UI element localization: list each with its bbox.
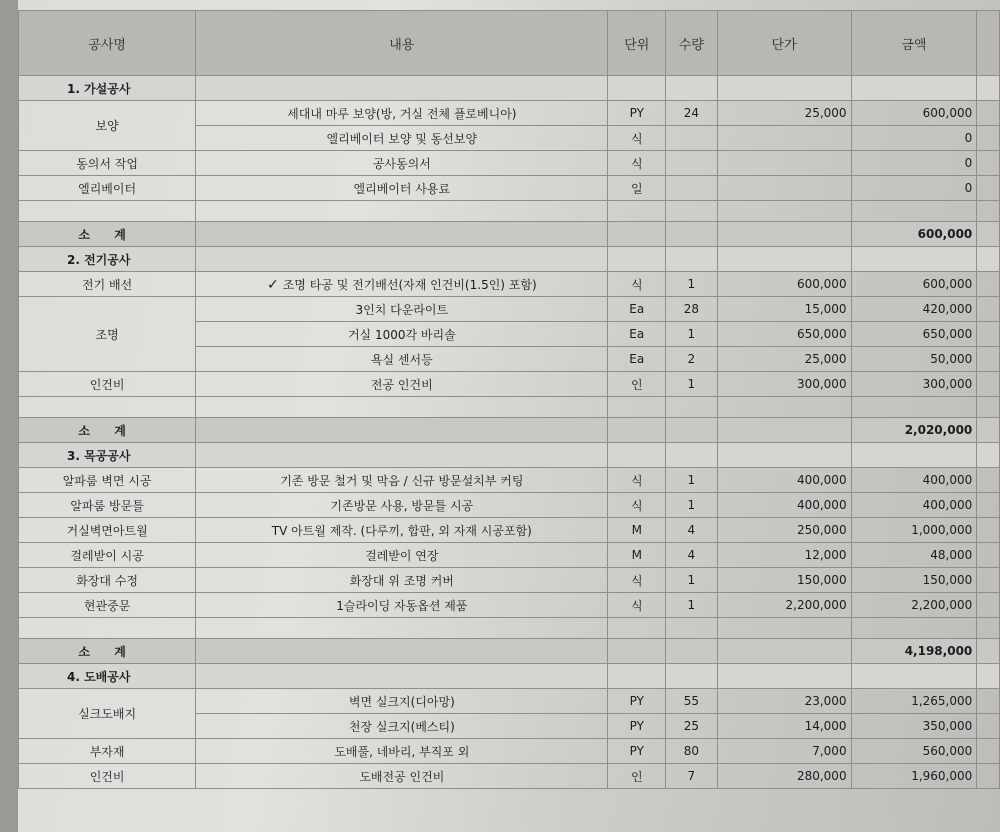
- item-desc: 걸레받이 연장: [196, 543, 608, 568]
- item-amount: 0: [851, 176, 977, 201]
- item-unit: Ea: [608, 322, 666, 347]
- item-amount: 300,000: [851, 372, 977, 397]
- item-name: 거실벽면아트월: [19, 518, 196, 543]
- item-unit: PY: [608, 101, 666, 126]
- subtotal-row: [19, 418, 1000, 443]
- header-extra: [977, 11, 1000, 76]
- item-amount: 50,000: [851, 347, 977, 372]
- table-row: [19, 593, 1000, 618]
- section-title: 1. 가설공사: [19, 76, 196, 101]
- item-unit: PY: [608, 739, 666, 764]
- item-unit: M: [608, 543, 666, 568]
- subtotal-row: [19, 639, 1000, 664]
- item-desc: 세대내 마루 보양(방, 거실 전체 플로베니아): [196, 101, 608, 126]
- item-price: 2,200,000: [717, 593, 851, 618]
- item-unit: 식: [608, 593, 666, 618]
- item-desc: 전공 인건비: [196, 372, 608, 397]
- table-row: [19, 764, 1000, 789]
- section-title: 2. 전기공사: [19, 247, 196, 272]
- item-name: 조명: [19, 297, 196, 372]
- item-unit: PY: [608, 689, 666, 714]
- item-unit: 식: [608, 468, 666, 493]
- item-price: 7,000: [717, 739, 851, 764]
- item-desc: 기존 방문 철거 및 막음 / 신규 방문설치부 커팅: [196, 468, 608, 493]
- item-name: 알파룸 방문틀: [19, 493, 196, 518]
- item-amount: 0: [851, 126, 977, 151]
- section-title: 4. 도배공사: [19, 664, 196, 689]
- item-qty: 1: [666, 272, 718, 297]
- item-unit: 인: [608, 764, 666, 789]
- section-header-row: [19, 247, 1000, 272]
- section-header-row: [19, 664, 1000, 689]
- item-name: 전기 배선: [19, 272, 196, 297]
- item-amount: 0: [851, 151, 977, 176]
- subtotal-row: [19, 222, 1000, 247]
- item-unit: 식: [608, 568, 666, 593]
- subtotal-amount: 600,000: [851, 222, 977, 247]
- table-row: [19, 151, 1000, 176]
- table-row: [19, 518, 1000, 543]
- item-name: 부자재: [19, 739, 196, 764]
- blank-row: [19, 397, 1000, 418]
- item-name: 현관중문: [19, 593, 196, 618]
- item-qty: [666, 126, 718, 151]
- table-row: [19, 543, 1000, 568]
- table-row: [19, 493, 1000, 518]
- page-edge: [0, 0, 18, 832]
- header-desc: 내용: [196, 11, 608, 76]
- item-price: [717, 176, 851, 201]
- item-amount: 600,000: [851, 101, 977, 126]
- item-amount: 150,000: [851, 568, 977, 593]
- item-qty: 24: [666, 101, 718, 126]
- item-amount: 48,000: [851, 543, 977, 568]
- item-amount: 600,000: [851, 272, 977, 297]
- table-row: [19, 568, 1000, 593]
- table-row: [19, 468, 1000, 493]
- item-name: 실크도배지: [19, 689, 196, 739]
- table-row: [19, 272, 1000, 297]
- item-price: 280,000: [717, 764, 851, 789]
- item-qty: 80: [666, 739, 718, 764]
- item-name: 동의서 작업: [19, 151, 196, 176]
- table-row: [19, 372, 1000, 397]
- item-desc: 공사동의서: [196, 151, 608, 176]
- item-price: 12,000: [717, 543, 851, 568]
- item-desc: 벽면 실크지(디아망): [196, 689, 608, 714]
- table-header-row: [19, 11, 1000, 76]
- item-desc: 도배풀, 네바리, 부직포 외: [196, 739, 608, 764]
- item-desc: TV 아트월 제작. (다루끼, 합판, 외 자재 시공포함): [196, 518, 608, 543]
- item-amount: 350,000: [851, 714, 977, 739]
- item-desc: 기존방문 사용, 방문틀 시공: [196, 493, 608, 518]
- item-amount: 1,265,000: [851, 689, 977, 714]
- item-desc: 거실 1000각 바리솔: [196, 322, 608, 347]
- item-qty: 4: [666, 543, 718, 568]
- item-desc: 도배전공 인건비: [196, 764, 608, 789]
- item-qty: 55: [666, 689, 718, 714]
- item-desc: 엘리베이터 보양 및 동선보양: [196, 126, 608, 151]
- item-amount: 400,000: [851, 493, 977, 518]
- item-price: 150,000: [717, 568, 851, 593]
- item-amount: 420,000: [851, 297, 977, 322]
- table-row: [19, 176, 1000, 201]
- table-row: [19, 101, 1000, 126]
- section-header-row: [19, 443, 1000, 468]
- item-desc: 3인치 다운라이트: [196, 297, 608, 322]
- item-qty: 7: [666, 764, 718, 789]
- item-unit: 식: [608, 126, 666, 151]
- item-amount: 560,000: [851, 739, 977, 764]
- item-price: 300,000: [717, 372, 851, 397]
- item-qty: 1: [666, 468, 718, 493]
- item-qty: 1: [666, 322, 718, 347]
- item-qty: 2: [666, 347, 718, 372]
- item-amount: 650,000: [851, 322, 977, 347]
- section-header-row: [19, 76, 1000, 101]
- subtotal-label: 소 계: [19, 418, 196, 443]
- item-unit: Ea: [608, 297, 666, 322]
- item-amount: 1,000,000: [851, 518, 977, 543]
- item-qty: 1: [666, 372, 718, 397]
- item-desc: 천장 실크지(베스티): [196, 714, 608, 739]
- item-price: 25,000: [717, 347, 851, 372]
- header-amount: 금액: [851, 11, 977, 76]
- item-price: 14,000: [717, 714, 851, 739]
- item-qty: 1: [666, 568, 718, 593]
- blank-row: [19, 201, 1000, 222]
- table-row: [19, 739, 1000, 764]
- item-qty: 1: [666, 593, 718, 618]
- item-name: 인건비: [19, 372, 196, 397]
- item-price: 600,000: [717, 272, 851, 297]
- item-qty: [666, 176, 718, 201]
- item-price: 650,000: [717, 322, 851, 347]
- item-amount: 400,000: [851, 468, 977, 493]
- item-unit: 인: [608, 372, 666, 397]
- item-desc: 조명 타공 및 전기배선(자재 인건비(1.5인) 포함): [282, 277, 537, 292]
- subtotal-amount: 4,198,000: [851, 639, 977, 664]
- header-price: 단가: [717, 11, 851, 76]
- item-desc: 1슬라이딩 자동옵션 제품: [196, 593, 608, 618]
- item-unit: Ea: [608, 347, 666, 372]
- item-price: 23,000: [717, 689, 851, 714]
- item-price: 400,000: [717, 468, 851, 493]
- item-name: 보양: [19, 101, 196, 151]
- item-price: 25,000: [717, 101, 851, 126]
- item-price: [717, 151, 851, 176]
- item-qty: 28: [666, 297, 718, 322]
- estimate-table: [18, 10, 1000, 789]
- item-unit: 일: [608, 176, 666, 201]
- header-qty: 수량: [666, 11, 718, 76]
- item-desc: 엘리베이터 사용료: [196, 176, 608, 201]
- item-qty: [666, 151, 718, 176]
- section-title: 3. 목공공사: [19, 443, 196, 468]
- subtotal-amount: 2,020,000: [851, 418, 977, 443]
- item-price: 250,000: [717, 518, 851, 543]
- table-row: [19, 689, 1000, 714]
- item-qty: 4: [666, 518, 718, 543]
- table-row: [19, 297, 1000, 322]
- item-name: 알파룸 벽면 시공: [19, 468, 196, 493]
- item-price: 400,000: [717, 493, 851, 518]
- header-unit: 단위: [608, 11, 666, 76]
- item-unit: 식: [608, 272, 666, 297]
- blank-row: [19, 618, 1000, 639]
- item-name: 엘리베이터: [19, 176, 196, 201]
- item-name: 인건비: [19, 764, 196, 789]
- item-price: [717, 126, 851, 151]
- subtotal-label: 소 계: [19, 639, 196, 664]
- item-unit: 식: [608, 151, 666, 176]
- item-desc: 욕실 센서등: [196, 347, 608, 372]
- item-unit: PY: [608, 714, 666, 739]
- subtotal-label: 소 계: [19, 222, 196, 247]
- item-unit: M: [608, 518, 666, 543]
- item-qty: 25: [666, 714, 718, 739]
- item-price: 15,000: [717, 297, 851, 322]
- item-qty: 1: [666, 493, 718, 518]
- item-amount: 1,960,000: [851, 764, 977, 789]
- item-amount: 2,200,000: [851, 593, 977, 618]
- item-name: 화장대 수정: [19, 568, 196, 593]
- item-name: 걸레받이 시공: [19, 543, 196, 568]
- item-desc: 화장대 위 조명 커버: [196, 568, 608, 593]
- header-name: 공사명: [19, 11, 196, 76]
- item-unit: 식: [608, 493, 666, 518]
- check-mark-icon: ✓: [266, 276, 279, 293]
